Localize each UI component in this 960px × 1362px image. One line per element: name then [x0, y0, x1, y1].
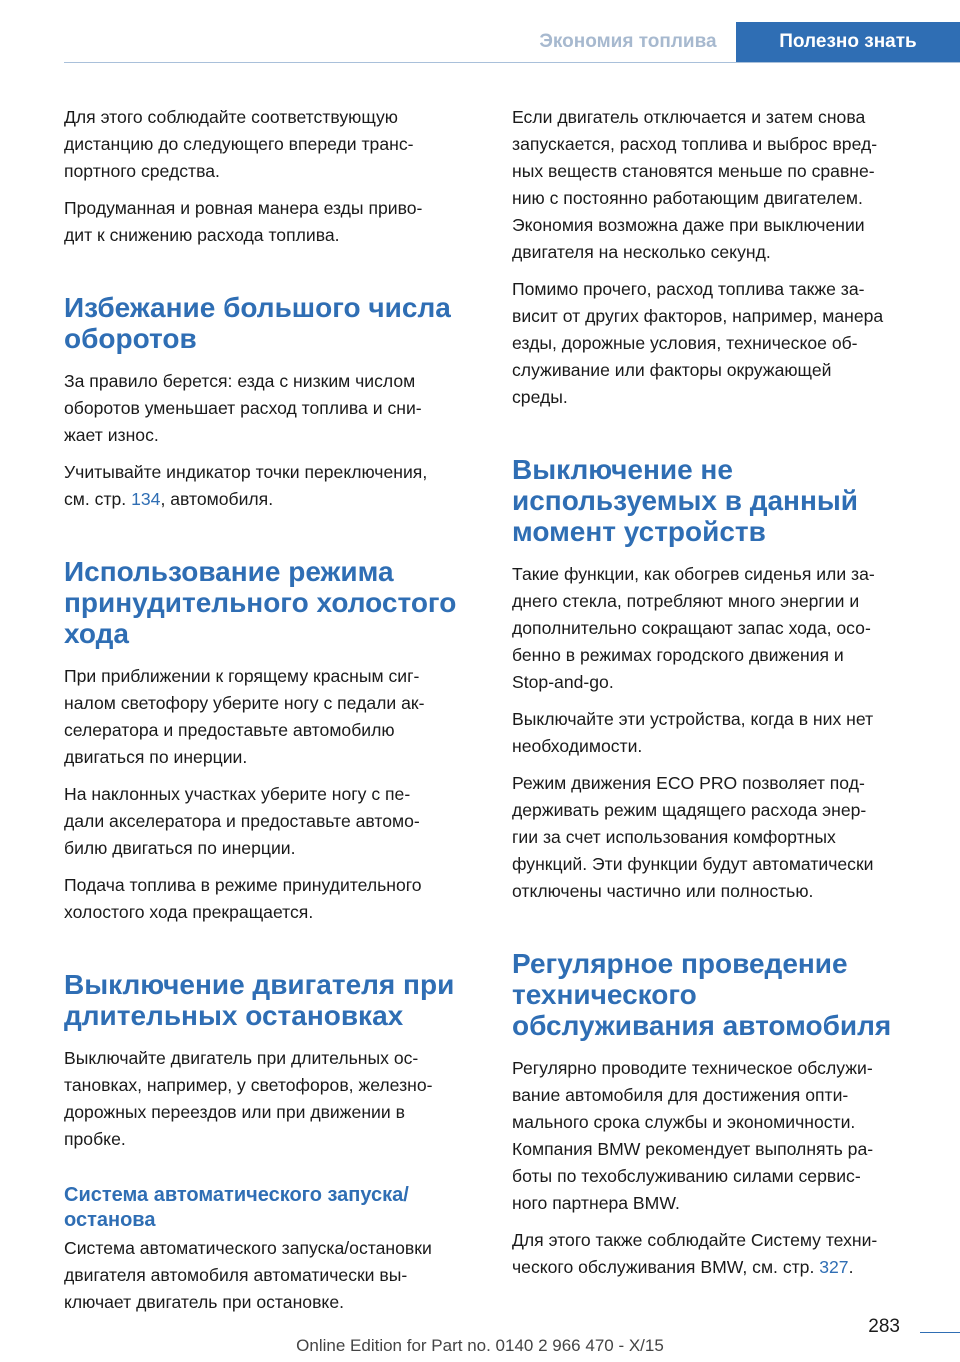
paragraph-text: .	[848, 1257, 854, 1277]
paragraph: Помимо прочего, расход топлива также за- висит от других факторов, например, манера езды, дорожные условия, техническое об- служивание или факторы окружающей среды.	[512, 279, 884, 407]
section-heading-coasting: Использование режима принудительного холостого хода	[64, 556, 457, 649]
page-number: 283	[868, 1316, 900, 1337]
paragraph: Для этого соблюдайте соответствующую дистанцию до следующего впереди транс- портного средства.	[64, 107, 414, 181]
footer-rule	[920, 1332, 960, 1333]
paragraph-with-link	[64, 459, 484, 513]
paragraph-with-link	[512, 1227, 932, 1281]
paragraph: Продуманная и ровная манера езды приво- дит к снижению расхода топлива.	[64, 198, 423, 245]
section-heading-high-rpm: Избежание большого числа оборотов	[64, 292, 451, 354]
header-rule	[64, 62, 960, 63]
paragraph: За правило берется: езда с низким числом оборотов уменьшает расход топлива и сни- жает износ.	[64, 371, 422, 445]
paragraph: Режим движения ECO PRO позволяет под- держивать режим щадящего расхода энер- гии за счет использования комфортных функций. Эти функции будут автоматически отключены частично или полностью.	[512, 773, 874, 901]
paragraph: При приближении к горящему красным сиг- налом светофору уберите ногу с педали ак- селератора и предоставьте автомобилю двигаться по инерции.	[64, 666, 425, 767]
chapter-tab-useful-info[interactable]: Полезно знать	[736, 22, 960, 62]
section-heading-unused-devices: Выключение не используемых в данный момент устройств	[512, 454, 858, 547]
subsection-heading-auto-start-stop: Система автоматического запуска/ останова	[64, 1184, 409, 1231]
paragraph-text: Учитывайте индикатор точки переключения, см. стр.	[64, 462, 428, 509]
page-link-134[interactable]: 134	[131, 489, 161, 509]
edition-footer: Online Edition for Part no. 0140 2 966 470 - X/15	[296, 1336, 664, 1355]
paragraph: Выключайте двигатель при длительных ос- тановках, например, у светофоров, железно- дорожных переездов или при движении в пробке.	[64, 1048, 433, 1149]
paragraph-text: Для этого также соблюдайте Систему техни- ческого обслуживания BMW, см. стр.	[512, 1230, 878, 1277]
right-column	[512, 104, 932, 1291]
paragraph: Такие функции, как обогрев сиденья или за- днего стекла, потребляют много энергии и дополнительно сокращают запас хода, осо- бенно в режимах городского движения и Stop-and-go.	[512, 564, 875, 692]
paragraph: На наклонных участках уберите ногу с пе- дали акселератора и предоставьте автомо- билю двигаться по инерции.	[64, 784, 420, 858]
paragraph-text: , автомобиля.	[160, 489, 274, 509]
paragraph: Система автоматического запуска/остановки двигателя автомобиля автоматически вы- ключает двигатель при остановке.	[64, 1238, 432, 1312]
paragraph: Регулярно проводите техническое обслужи- вание автомобиля для достижения опти- мального срока службы и экономичности. Компания BMW рекомендует выполнять ра- боты по техобслуживанию силами сервис- ного партнера BMW.	[512, 1058, 874, 1213]
section-heading-engine-off: Выключение двигателя при длительных остановках	[64, 969, 455, 1031]
paragraph: Подача топлива в режиме принудительного холостого хода прекращается.	[64, 875, 422, 922]
paragraph: Если двигатель отключается и затем снова запускается, расход топлива и выброс вред- ных веществ становятся меньше по сравне- нию с постоянно работающим двигателем. Экономия возможна даже при выключении двигателя на несколько секунд.	[512, 107, 878, 262]
left-column	[64, 104, 484, 1326]
paragraph: Выключайте эти устройства, когда в них нет необходимости.	[512, 709, 874, 756]
section-tab-fuel-economy[interactable]: Экономия топлива	[539, 31, 717, 52]
page-link-327[interactable]: 327	[819, 1257, 849, 1277]
section-heading-maintenance: Регулярное проведение технического обслуживания автомобиля	[512, 948, 892, 1041]
